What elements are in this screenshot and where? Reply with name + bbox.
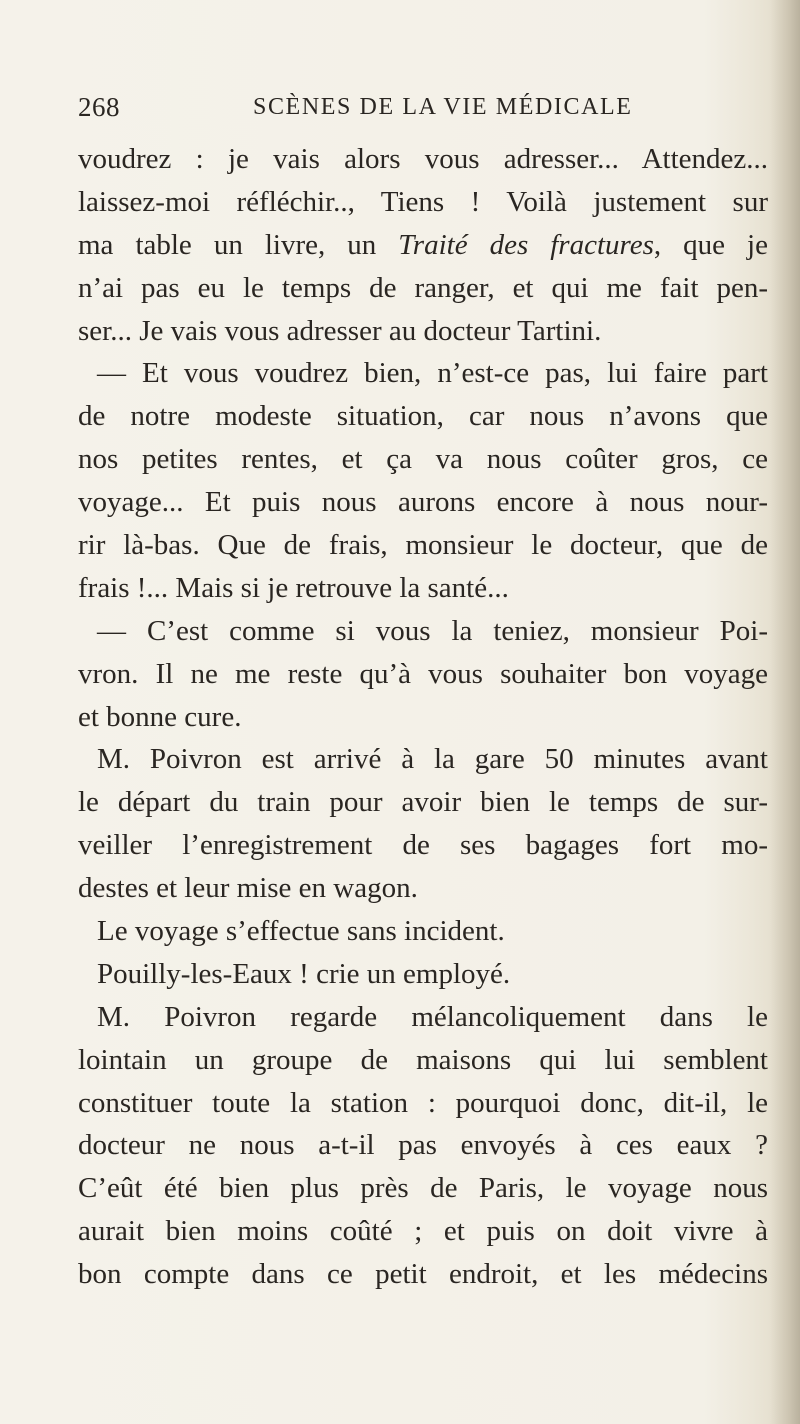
- text-line: laissez-moi réfléchir.., Tiens ! Voilà justement sur: [78, 185, 768, 218]
- text-line: lointain un groupe de maisons qui lui semblent: [78, 1043, 768, 1076]
- text-line: frais !... Mais si je retrouve la santé...: [78, 571, 509, 604]
- text-line: vron. Il ne me reste qu’à vous souhaiter bon voyage: [78, 657, 768, 690]
- page-number: 268: [78, 92, 120, 122]
- text-line: rir là-bas. Que de frais, monsieur le docteur, que de: [78, 529, 768, 562]
- text-line: voudrez : je vais alors vous adresser... Attendez...: [78, 143, 768, 175]
- running-title: SCÈNES DE LA VIE MÉDICALE: [253, 94, 633, 120]
- paragraph-line: Le voyage s’effectue sans incident.: [97, 915, 505, 948]
- text-line: le départ du train pour avoir bien le temps de sur-: [78, 786, 768, 819]
- text-segment: ma table un livre, un: [78, 228, 399, 261]
- dialogue-line: — C’est comme si vous la teniez, monsieur Poi-: [97, 614, 768, 647]
- text-line: destes et leur mise en wagon.: [78, 872, 418, 905]
- italic-book-title: Traité des fractures: [398, 228, 654, 261]
- text-line: veiller l’enregistrement de ses bagages fort mo-: [78, 829, 768, 862]
- paragraph-line: M. Poivron regarde mélancoliquement dans le: [97, 1000, 768, 1033]
- text-line: nos petites rentes, et ça va nous coûter gros, ce: [78, 443, 768, 476]
- text-line: voyage... Et puis nous aurons encore à nous nour-: [78, 486, 768, 519]
- text-line: de notre modeste situation, car nous n’avons que: [78, 400, 768, 433]
- text-line: C’eût été bien plus près de Paris, le voyage nous: [78, 1172, 768, 1205]
- text-line: ser... Je vais vous adresser au docteur Tartini.: [78, 314, 602, 347]
- text-line: constituer toute la station : pourquoi donc, dit-il, le: [78, 1086, 768, 1119]
- text-segment: , que je: [653, 228, 768, 261]
- page-edge-shadow: [770, 0, 800, 1424]
- text-line: docteur ne nous a-t-il pas envoyés à ces eaux ?: [78, 1129, 768, 1162]
- text-line: [78, 224, 768, 267]
- dialogue-line: — Et vous voudrez bien, n’est-ce pas, lui faire part: [97, 357, 768, 390]
- text-line: bon compte dans ce petit endroit, et les médecins: [78, 1258, 768, 1291]
- text-line: et bonne cure.: [78, 700, 242, 733]
- text-line: aurait bien moins coûté ; et puis on doit vivre à: [78, 1215, 768, 1248]
- text-line: n’ai pas eu le temps de ranger, et qui me fait pen-: [78, 271, 768, 304]
- body-text: [78, 138, 768, 1296]
- paragraph-line: Pouilly-les-Eaux ! crie un employé.: [97, 957, 511, 990]
- page-header: [78, 92, 768, 132]
- paragraph-line: M. Poivron est arrivé à la gare 50 minutes avant: [97, 743, 768, 776]
